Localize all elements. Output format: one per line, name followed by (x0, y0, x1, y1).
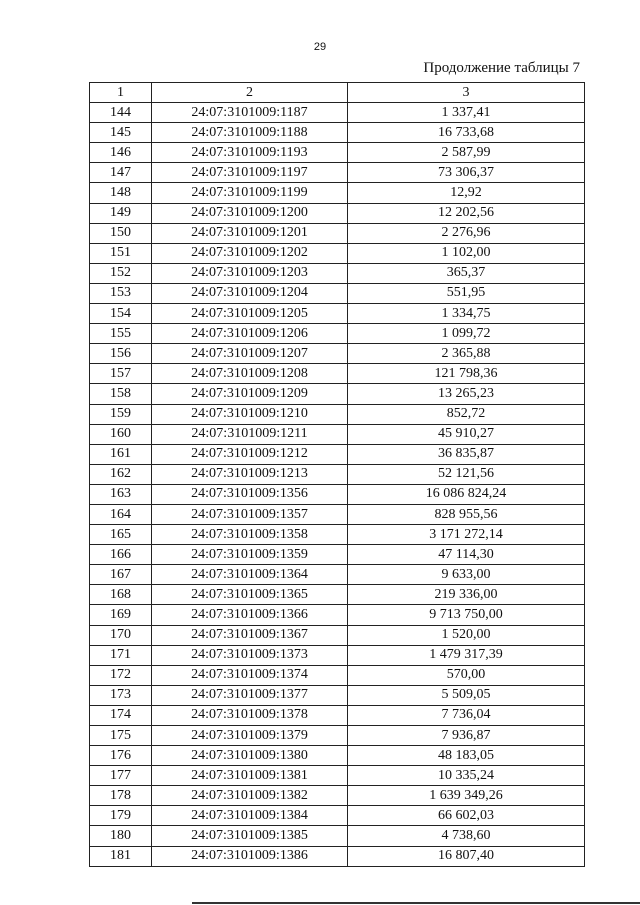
row-number-cell: 165 (90, 525, 152, 545)
value-cell: 1 337,41 (348, 103, 585, 123)
cadastral-number-cell: 24:07:3101009:1378 (152, 705, 348, 725)
table-row (90, 685, 585, 705)
value-cell: 1 639 349,26 (348, 786, 585, 806)
cadastral-number-cell: 24:07:3101009:1188 (152, 123, 348, 143)
table-row (90, 846, 585, 866)
table-row (90, 364, 585, 384)
cadastral-number-cell: 24:07:3101009:1384 (152, 806, 348, 826)
row-number-cell: 169 (90, 605, 152, 625)
cadastral-number-cell: 24:07:3101009:1202 (152, 243, 348, 263)
table-header (90, 83, 585, 103)
table-row (90, 484, 585, 504)
cadastral-number-cell: 24:07:3101009:1386 (152, 846, 348, 866)
cadastral-number-cell: 24:07:3101009:1206 (152, 324, 348, 344)
table-row (90, 324, 585, 344)
table-row (90, 183, 585, 203)
cadastral-number-cell: 24:07:3101009:1379 (152, 726, 348, 746)
row-number-cell: 156 (90, 344, 152, 364)
row-number-cell: 152 (90, 263, 152, 283)
row-number-cell: 167 (90, 565, 152, 585)
value-cell: 9 713 750,00 (348, 605, 585, 625)
cadastral-number-cell: 24:07:3101009:1200 (152, 203, 348, 223)
row-number-cell: 146 (90, 143, 152, 163)
table-row (90, 525, 585, 545)
value-cell: 16 733,68 (348, 123, 585, 143)
value-cell: 1 520,00 (348, 625, 585, 645)
row-number-cell: 175 (90, 726, 152, 746)
table-row (90, 726, 585, 746)
value-cell: 852,72 (348, 404, 585, 424)
table-row (90, 746, 585, 766)
cadastral-number-cell: 24:07:3101009:1373 (152, 645, 348, 665)
table-row (90, 705, 585, 725)
cadastral-number-cell: 24:07:3101009:1356 (152, 484, 348, 504)
value-cell: 5 509,05 (348, 685, 585, 705)
value-cell: 10 335,24 (348, 766, 585, 786)
row-number-cell: 180 (90, 826, 152, 846)
table-row (90, 203, 585, 223)
cadastral-number-cell: 24:07:3101009:1213 (152, 464, 348, 484)
cadastral-number-cell: 24:07:3101009:1209 (152, 384, 348, 404)
cadastral-number-cell: 24:07:3101009:1380 (152, 746, 348, 766)
value-cell: 551,95 (348, 283, 585, 303)
table-row (90, 545, 585, 565)
cadastral-number-cell: 24:07:3101009:1357 (152, 504, 348, 524)
table-row (90, 444, 585, 464)
value-cell: 121 798,36 (348, 364, 585, 384)
value-cell: 47 114,30 (348, 545, 585, 565)
cadastral-number-cell: 24:07:3101009:1201 (152, 223, 348, 243)
cadastral-number-cell: 24:07:3101009:1358 (152, 525, 348, 545)
row-number-cell: 147 (90, 163, 152, 183)
cadastral-number-cell: 24:07:3101009:1197 (152, 163, 348, 183)
cadastral-number-cell: 24:07:3101009:1367 (152, 625, 348, 645)
row-number-cell: 163 (90, 484, 152, 504)
table-row (90, 806, 585, 826)
cadastral-number-cell: 24:07:3101009:1381 (152, 766, 348, 786)
value-cell: 1 099,72 (348, 324, 585, 344)
value-cell: 828 955,56 (348, 504, 585, 524)
bottom-divider (192, 902, 640, 904)
value-cell: 365,37 (348, 263, 585, 283)
row-number-cell: 155 (90, 324, 152, 344)
row-number-cell: 178 (90, 786, 152, 806)
row-number-cell: 181 (90, 846, 152, 866)
table-row (90, 163, 585, 183)
table-body (90, 103, 585, 867)
value-cell: 48 183,05 (348, 746, 585, 766)
row-number-cell: 150 (90, 223, 152, 243)
row-number-cell: 153 (90, 283, 152, 303)
row-number-cell: 177 (90, 766, 152, 786)
header-row (90, 83, 585, 103)
value-cell: 7 936,87 (348, 726, 585, 746)
row-number-cell: 170 (90, 625, 152, 645)
row-number-cell: 176 (90, 746, 152, 766)
cadastral-number-cell: 24:07:3101009:1382 (152, 786, 348, 806)
cadastral-number-cell: 24:07:3101009:1205 (152, 304, 348, 324)
row-number-cell: 173 (90, 685, 152, 705)
row-number-cell: 158 (90, 384, 152, 404)
row-number-cell: 145 (90, 123, 152, 143)
value-cell: 1 479 317,39 (348, 645, 585, 665)
value-cell: 12,92 (348, 183, 585, 203)
row-number-cell: 164 (90, 504, 152, 524)
cadastral-number-cell: 24:07:3101009:1199 (152, 183, 348, 203)
table-continuation-label: Продолжение таблицы 7 (423, 60, 580, 76)
cadastral-number-cell: 24:07:3101009:1364 (152, 565, 348, 585)
table-row (90, 464, 585, 484)
table-row (90, 786, 585, 806)
value-cell: 1 334,75 (348, 304, 585, 324)
row-number-cell: 148 (90, 183, 152, 203)
row-number-cell: 157 (90, 364, 152, 384)
cadastral-number-cell: 24:07:3101009:1365 (152, 585, 348, 605)
value-cell: 45 910,27 (348, 424, 585, 444)
row-number-cell: 162 (90, 464, 152, 484)
value-cell: 13 265,23 (348, 384, 585, 404)
value-cell: 570,00 (348, 665, 585, 685)
cadastral-number-cell: 24:07:3101009:1211 (152, 424, 348, 444)
value-cell: 9 633,00 (348, 565, 585, 585)
table-row (90, 404, 585, 424)
value-cell: 1 102,00 (348, 243, 585, 263)
row-number-cell: 168 (90, 585, 152, 605)
table-row (90, 263, 585, 283)
cadastral-number-cell: 24:07:3101009:1208 (152, 364, 348, 384)
cadastral-number-cell: 24:07:3101009:1207 (152, 344, 348, 364)
value-cell: 36 835,87 (348, 444, 585, 464)
table-row (90, 424, 585, 444)
cadastral-number-cell: 24:07:3101009:1193 (152, 143, 348, 163)
value-cell: 16 807,40 (348, 846, 585, 866)
table-row (90, 585, 585, 605)
value-cell: 7 736,04 (348, 705, 585, 725)
cadastral-number-cell: 24:07:3101009:1385 (152, 826, 348, 846)
cadastral-number-cell: 24:07:3101009:1187 (152, 103, 348, 123)
row-number-cell: 154 (90, 304, 152, 324)
row-number-cell: 151 (90, 243, 152, 263)
table-row (90, 103, 585, 123)
table-row (90, 645, 585, 665)
row-number-cell: 174 (90, 705, 152, 725)
value-cell: 66 602,03 (348, 806, 585, 826)
table-row (90, 283, 585, 303)
table-row (90, 826, 585, 846)
table-row (90, 143, 585, 163)
row-number-cell: 172 (90, 665, 152, 685)
cadastral-number-cell: 24:07:3101009:1204 (152, 283, 348, 303)
column-header-value: 3 (348, 83, 585, 103)
table-row (90, 766, 585, 786)
table-row (90, 665, 585, 685)
table-row (90, 625, 585, 645)
table-row (90, 605, 585, 625)
value-cell: 73 306,37 (348, 163, 585, 183)
value-cell: 2 365,88 (348, 344, 585, 364)
row-number-cell: 160 (90, 424, 152, 444)
value-cell: 12 202,56 (348, 203, 585, 223)
column-header-number: 1 (90, 83, 152, 103)
table-row (90, 243, 585, 263)
row-number-cell: 171 (90, 645, 152, 665)
table-row (90, 504, 585, 524)
value-cell: 52 121,56 (348, 464, 585, 484)
row-number-cell: 161 (90, 444, 152, 464)
value-cell: 2 276,96 (348, 223, 585, 243)
table-row (90, 384, 585, 404)
row-number-cell: 159 (90, 404, 152, 424)
value-cell: 3 171 272,14 (348, 525, 585, 545)
page-number: 29 (313, 41, 327, 53)
table-row (90, 565, 585, 585)
table-row (90, 123, 585, 143)
row-number-cell: 166 (90, 545, 152, 565)
cadastral-number-cell: 24:07:3101009:1212 (152, 444, 348, 464)
row-number-cell: 149 (90, 203, 152, 223)
cadastral-number-cell: 24:07:3101009:1210 (152, 404, 348, 424)
table-row (90, 304, 585, 324)
cadastral-number-cell: 24:07:3101009:1366 (152, 605, 348, 625)
cadastral-number-cell: 24:07:3101009:1203 (152, 263, 348, 283)
value-cell: 219 336,00 (348, 585, 585, 605)
table-row (90, 344, 585, 364)
cadastral-number-cell: 24:07:3101009:1359 (152, 545, 348, 565)
column-header-cadastral: 2 (152, 83, 348, 103)
value-cell: 2 587,99 (348, 143, 585, 163)
row-number-cell: 144 (90, 103, 152, 123)
table-row (90, 223, 585, 243)
cadastral-number-cell: 24:07:3101009:1374 (152, 665, 348, 685)
row-number-cell: 179 (90, 806, 152, 826)
cadastral-number-cell: 24:07:3101009:1377 (152, 685, 348, 705)
data-table (89, 82, 585, 867)
value-cell: 4 738,60 (348, 826, 585, 846)
value-cell: 16 086 824,24 (348, 484, 585, 504)
